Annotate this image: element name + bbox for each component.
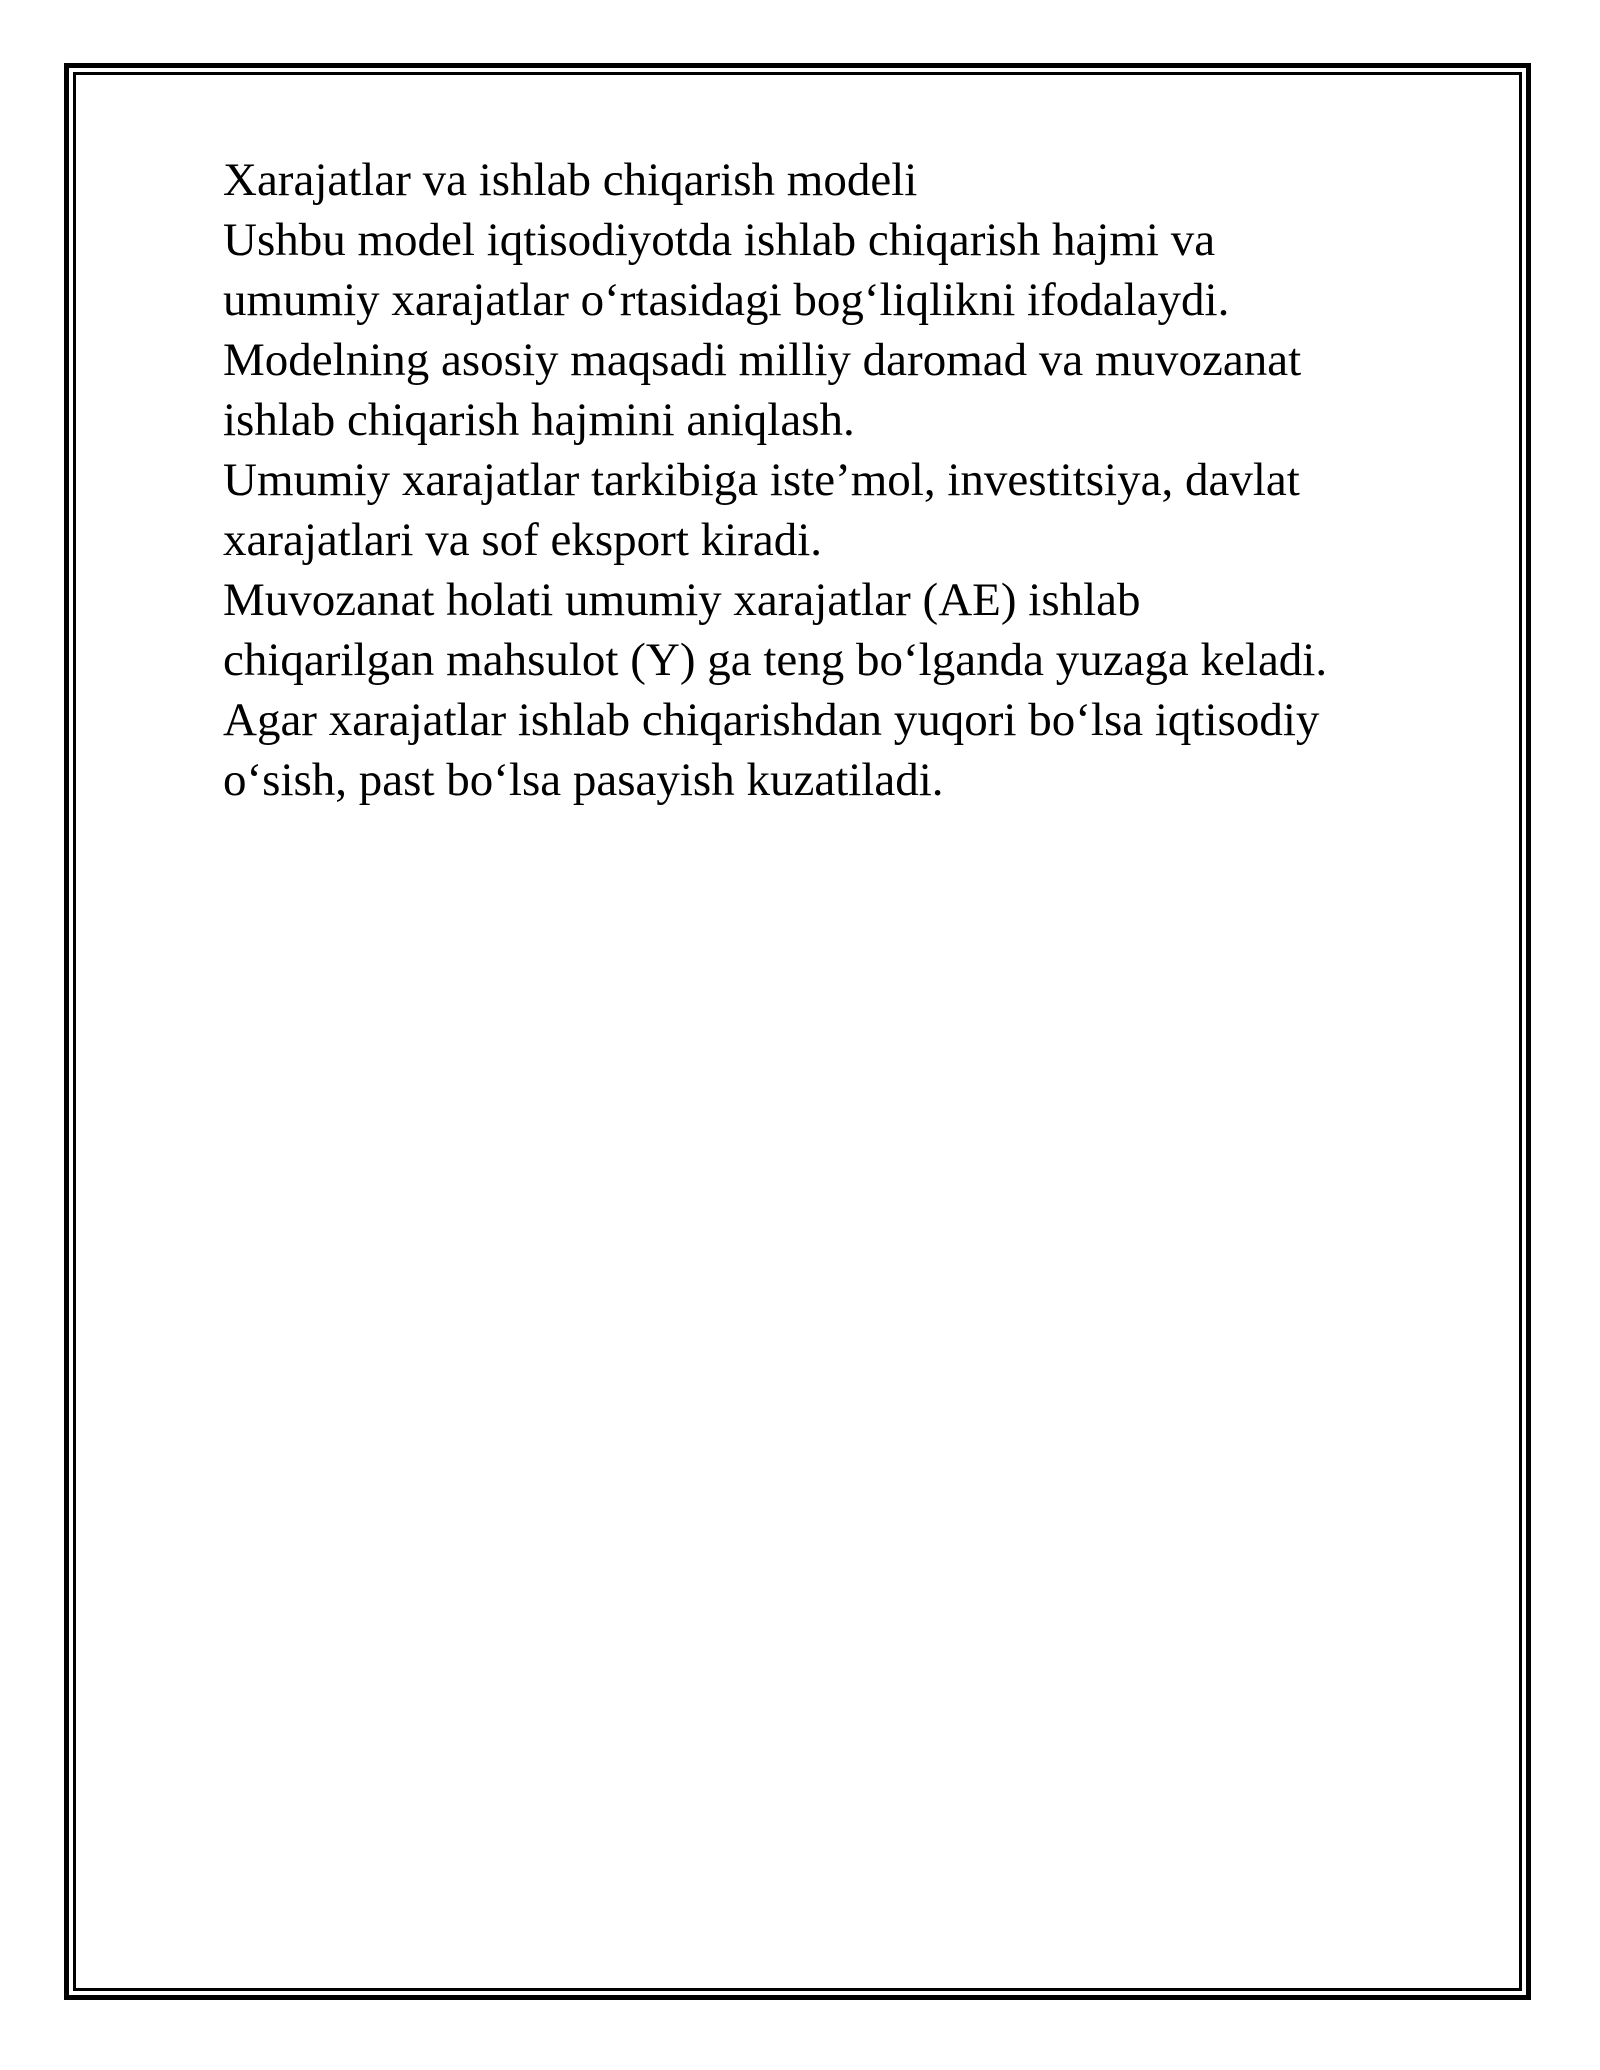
- document-body: [223, 150, 1483, 810]
- paragraph-1: Ushbu model iqtisodiyotda ishlab chiqarish hajmi va umumiy xarajatlar o‘rtasidagi bog‘liqlikni ifodalaydi.: [223, 214, 1230, 326]
- document-title: Xarajatlar va ishlab chiqarish modeli: [223, 154, 918, 206]
- paragraph-5: Agar xarajatlar ishlab chiqarishdan yuqori bo‘lsa iqtisodiy o‘sish, past bo‘lsa pasayish kuzatiladi.: [223, 694, 1320, 806]
- paragraph-4: Muvozanat holati umumiy xarajatlar (AE) ishlab chiqarilgan mahsulot (Y) ga teng bo‘lganda yuzaga keladi.: [223, 574, 1328, 686]
- paragraph-3: Umumiy xarajatlar tarkibiga iste’mol, investitsiya, davlat xarajatlari va sof eksport kiradi.: [223, 454, 1300, 566]
- paragraph-2: Modelning asosiy maqsadi milliy daromad va muvozanat ishlab chiqarish hajmini aniqlash.: [223, 334, 1302, 446]
